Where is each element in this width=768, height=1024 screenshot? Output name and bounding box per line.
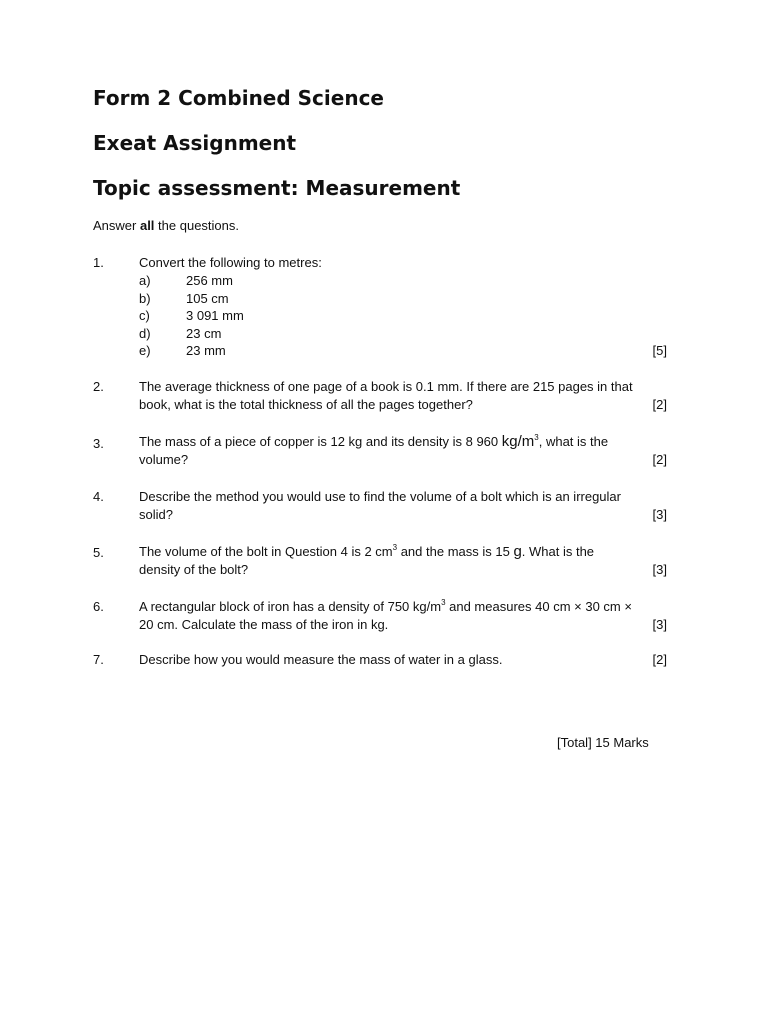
unit-superscript: 3 [392, 543, 398, 552]
sub-item [139, 272, 673, 290]
question-text-line-2-text: 20 cm. Calculate the mass of the iron in kg. [139, 617, 389, 632]
unit-superscript: 3 [534, 433, 539, 442]
question-text-line-1-text: Describe how you would measure the mass of water in a glass. [139, 652, 503, 667]
question-text-line-1 [139, 543, 673, 561]
question-number: 3. [93, 436, 104, 451]
sub-item-letter: a) [139, 273, 151, 288]
question-text-b: and measures 40 cm × 30 cm × [445, 599, 632, 614]
sub-item-letter: c) [139, 308, 150, 324]
question-text-b: , what is the [538, 434, 609, 449]
question-marks: [2] [652, 397, 667, 412]
question-text-a: The volume of the bolt in Question 4 is 2 cm [139, 544, 393, 559]
question-text-line-2-text: solid? [139, 507, 173, 522]
sub-item [139, 342, 673, 360]
sub-item-letter: b) [139, 290, 151, 306]
question-number: 6. [93, 599, 104, 614]
instructions-prefix: Answer [93, 218, 140, 233]
question-text-line-2 [139, 506, 673, 524]
question-number: 5. [93, 545, 104, 560]
question-marks: [3] [652, 617, 667, 632]
question-text: Convert the following to metres: [139, 255, 322, 270]
mass-unit: g [513, 543, 522, 560]
instructions-bold: all [139, 218, 155, 233]
question-text-a: The mass of a piece of copper is 12 kg and its density is 8 960 [139, 434, 502, 449]
total-marks: [Total] 15 Marks [557, 735, 649, 750]
question-marks: [3] [652, 562, 667, 577]
question-text-line-2-text: volume? [139, 452, 189, 467]
question-text-line-2 [139, 451, 673, 469]
question-text-line-1 [139, 651, 673, 669]
question-text-line-2 [139, 396, 673, 414]
unit-superscript: 3 [441, 598, 446, 607]
sub-item-value: 3 091 mm [186, 308, 244, 324]
question-text-line-1: Describe the method you would use to find the volume of a bolt which is an irregular [139, 489, 621, 504]
question-text-line-2-text: book, what is the total thickness of all the pages together? [139, 397, 473, 412]
sub-item-value: 256 mm [186, 273, 233, 288]
question-text-line-2-text: density of the bolt? [139, 562, 249, 577]
question-number: 4. [93, 489, 104, 504]
topic-title: Topic assessment: Measurement [93, 176, 461, 200]
question-3 [93, 433, 673, 469]
question-4 [93, 488, 673, 524]
sub-item-letter: d) [139, 325, 151, 341]
question-text-line-1 [139, 598, 673, 616]
sub-item-value: 105 cm [186, 290, 229, 306]
density-unit: kg/m [501, 433, 535, 450]
question-marks: [3] [652, 507, 667, 522]
assignment-title: Exeat Assignment [93, 131, 297, 155]
sub-item-value: 23 mm [186, 343, 226, 359]
question-5 [93, 543, 673, 579]
question-marks: [2] [652, 652, 667, 667]
question-text-line-1 [139, 433, 673, 451]
question-text-line-1: The average thickness of one page of a book is 0.1 mm. If there are 215 pages in that [139, 379, 633, 394]
sub-item-list [139, 272, 673, 360]
sub-item [139, 307, 673, 325]
sub-item-value: 23 cm [186, 325, 222, 341]
question-7 [93, 651, 673, 669]
question-text-c: . What is the [521, 544, 595, 559]
question-number: 7. [93, 652, 104, 667]
sub-item [139, 325, 673, 343]
question-text-b: and the mass is 15 [397, 544, 514, 559]
question-1 [93, 254, 673, 360]
question-text-line-2 [139, 616, 673, 634]
question-marks: [5] [652, 343, 667, 359]
sub-item-letter: e) [139, 343, 151, 359]
question-number: 1. [93, 255, 104, 270]
instructions [93, 217, 239, 235]
question-text-a: A rectangular block of iron has a density of 750 kg/m [139, 599, 442, 614]
question-6 [93, 598, 673, 634]
document-title: Form 2 Combined Science [93, 86, 384, 110]
question-2 [93, 378, 673, 414]
question-marks: [2] [652, 452, 667, 467]
question-text-line-2 [139, 561, 673, 579]
question-number: 2. [93, 379, 104, 394]
sub-item [139, 290, 673, 308]
instructions-suffix: the questions. [154, 218, 239, 233]
